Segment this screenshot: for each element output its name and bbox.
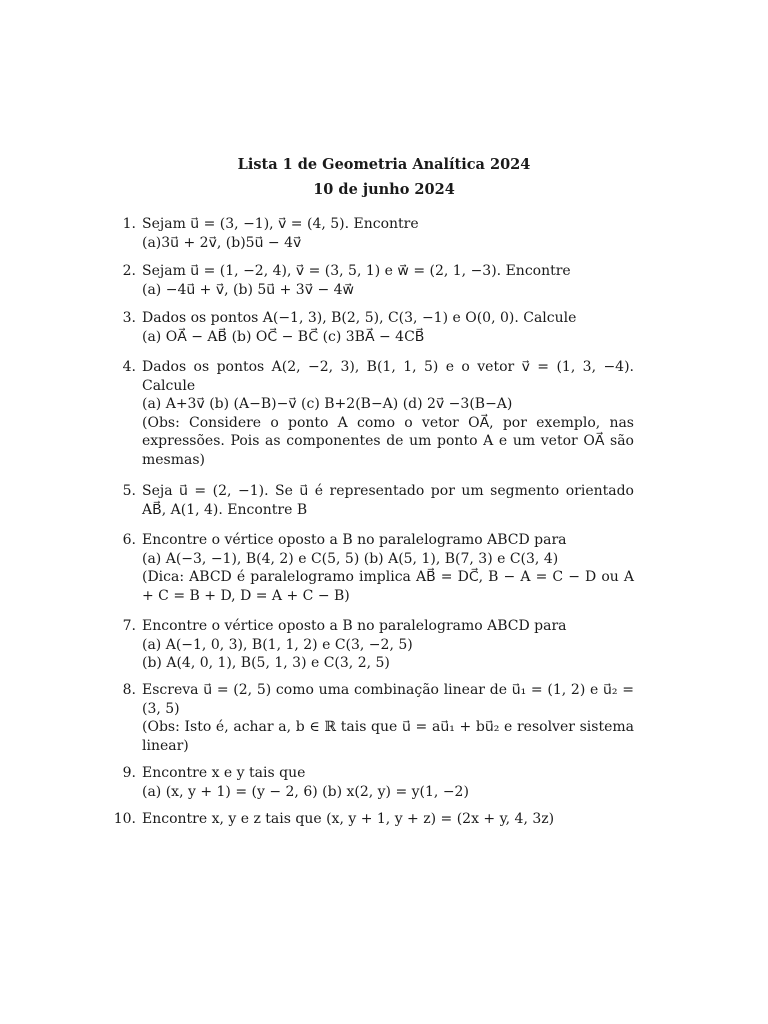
exercise-number: 4. — [122, 359, 136, 375]
exercise-line: (Dica: ABCD é paralelogramo implica AB⃗ = DC⃗, B − A = C − D ou A + C = B + D, D = A + C − B) — [142, 569, 634, 604]
exercise-line: Encontre o vértice oposto a B no paralelogramo ABCD para — [142, 618, 567, 634]
exercise-9 — [122, 764, 634, 801]
exercise-line: (b) A(4, 0, 1), B(5, 1, 3) e C(3, 2, 5) — [142, 655, 390, 671]
exercise-line: Escreva u⃗ = (2, 5) como uma combinação linear de u⃗₁ = (1, 2) e u⃗₂ = (3, 5) — [142, 682, 634, 717]
exercise-5 — [122, 482, 634, 519]
exercise-number: 2. — [122, 263, 136, 279]
exercise-line: (a)3u⃗ + 2v⃗, (b)5u⃗ − 4v⃗ — [142, 234, 302, 251]
exercise-line: (a) A+3v⃗ (b) (A−B)−v⃗ (c) B+2(B−A) (d) 2v⃗ −3(B−A) — [142, 396, 513, 412]
exercise-number: 10. — [113, 811, 136, 827]
exercise-6 — [122, 531, 634, 605]
exercise-line: (Obs: Considere o ponto A como o vetor OA⃗, por exemplo, nas expressões. Pois as componentes de um ponto A e um vetor OA⃗ são mesmas) — [142, 414, 634, 468]
exercise-10 — [113, 810, 634, 829]
exercise-line: Encontre o vértice oposto a B no paralelogramo ABCD para — [142, 532, 567, 548]
exercise-line: Dados os pontos A(2, −2, 3), B(1, 1, 5) e o vetor v⃗ = (1, 3, −4). Calcule — [142, 359, 634, 394]
exercise-line: Encontre x, y e z tais que (x, y + 1, y + z) = (2x + y, 4, 3z) — [142, 811, 555, 827]
exercise-1 — [122, 215, 634, 252]
exercise-line: Sejam u⃗ = (1, −2, 4), v⃗ = (3, 5, 1) e w⃗ = (2, 1, −3). Encontre — [142, 263, 571, 279]
exercise-line: (a) A(−1, 0, 3), B(1, 1, 2) e C(3, −2, 5) — [142, 636, 413, 653]
exercise-number: 3. — [122, 310, 136, 326]
exercise-7 — [122, 617, 634, 673]
exercise-line: (a) (x, y + 1) = (y − 2, 6) (b) x(2, y) = y(1, −2) — [142, 783, 469, 800]
exercise-number: 8. — [122, 682, 136, 698]
exercise-line: Dados os pontos A(−1, 3), B(2, 5), C(3, −1) e O(0, 0). Calcule — [142, 310, 577, 326]
exercise-8 — [122, 681, 634, 755]
exercise-line: (a) OA⃗ − AB⃗ (b) OC⃗ − BC⃗ (c) 3BA⃗ − 4CB⃗ — [142, 328, 425, 345]
exercise-number: 6. — [122, 532, 136, 548]
exercise-number: 1. — [122, 216, 136, 232]
document-date: 10 de junho 2024 — [313, 181, 455, 198]
exercise-line: Seja u⃗ = (2, −1). Se u⃗ é representado por um segmento orientado AB⃗, A(1, 4). Encontre B — [142, 483, 634, 518]
exercise-line: (a) −4u⃗ + v⃗, (b) 5u⃗ + 3v⃗ − 4w⃗ — [142, 281, 354, 298]
exercise-3 — [122, 309, 634, 346]
exercise-line: (a) A(−3, −1), B(4, 2) e C(5, 5) (b) A(5, 1), B(7, 3) e C(3, 4) — [142, 550, 559, 567]
exercise-2 — [122, 262, 634, 299]
exercise-4 — [122, 358, 634, 469]
exercise-number: 9. — [122, 765, 136, 781]
document-title: Lista 1 de Geometria Analítica 2024 — [237, 156, 531, 173]
exercise-line: (Obs: Isto é, achar a, b ∈ ℝ tais que u⃗ = au⃗₁ + bu⃗₂ e resolver sistema linear) — [142, 719, 634, 754]
exercise-line: Sejam u⃗ = (3, −1), v⃗ = (4, 5). Encontre — [142, 216, 419, 232]
exercise-number: 5. — [122, 483, 136, 499]
exercise-line: Encontre x e y tais que — [142, 765, 306, 781]
exercise-number: 7. — [122, 618, 136, 634]
